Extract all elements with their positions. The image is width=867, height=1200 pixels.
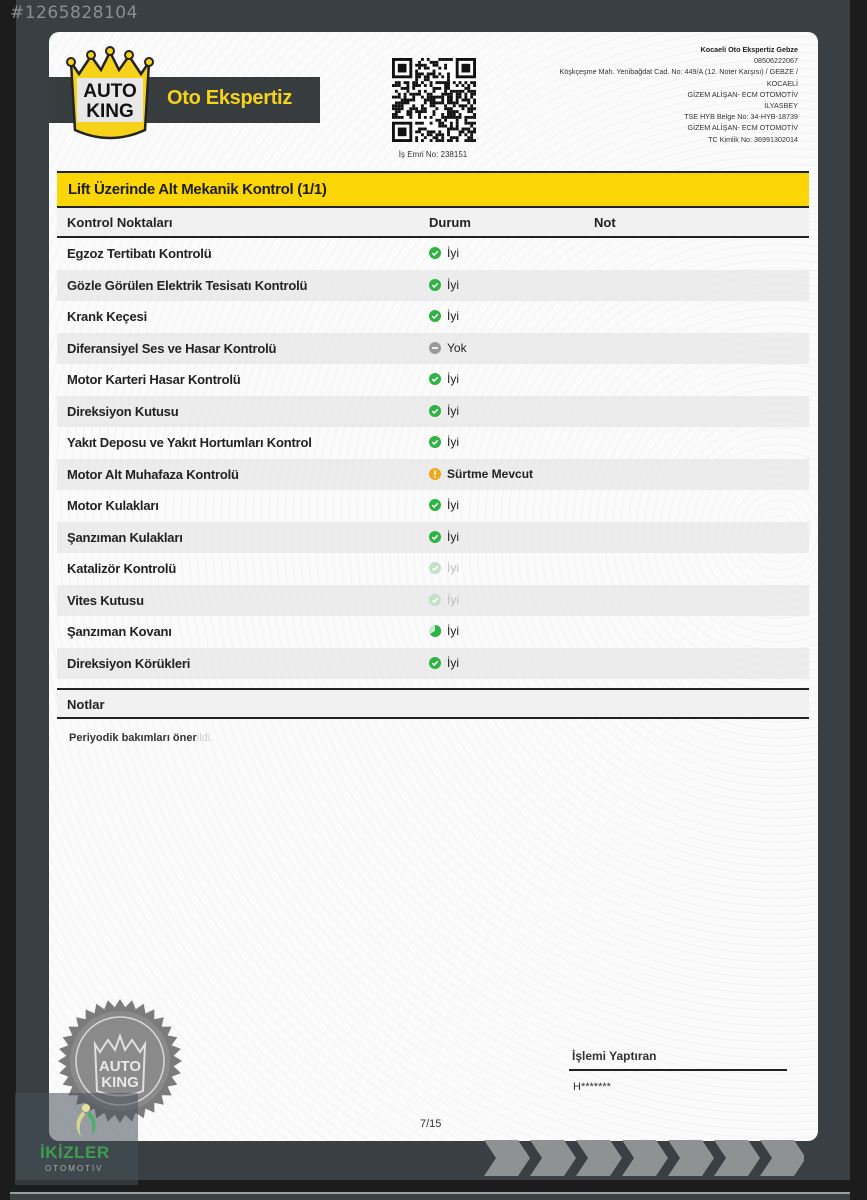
company-owner: GİZEM ALİŞAN- ECM OTOMOTİV xyxy=(687,89,798,99)
company-tse-no: TSE HYB Belge No: 34-HYB-18739 xyxy=(684,112,798,122)
status-text: İyi xyxy=(447,277,459,292)
section-header xyxy=(57,171,809,208)
status-cell xyxy=(429,561,459,575)
status-text: Sürtme Mevcut xyxy=(447,466,534,481)
svg-text:KING: KING xyxy=(86,101,134,122)
table-row xyxy=(57,364,809,396)
status-text: İyi xyxy=(447,498,459,512)
note-text-main: Periyodik bakımları öner xyxy=(69,732,197,744)
status-cell xyxy=(429,246,459,260)
table-row xyxy=(57,238,809,270)
table-row xyxy=(57,490,809,522)
table-row xyxy=(57,522,809,554)
company-address: Köşkçeşme Mah. Yenibağdat Cad. No: 449/A (12. Noter Karşısı) / GEBZE / xyxy=(559,67,798,77)
status-cell xyxy=(429,624,459,638)
check-circle-icon xyxy=(429,310,441,322)
status-cell xyxy=(429,404,459,418)
check-circle-icon xyxy=(429,625,441,637)
control-point-label: Motor Alt Muhafaza Kontrolü xyxy=(67,466,239,482)
chevron-shape xyxy=(576,1140,622,1176)
control-point-label: Diferansiyel Ses ve Hasar Kontrolü xyxy=(67,340,277,356)
qr-code xyxy=(392,58,476,142)
control-point-label: Motor Kulakları xyxy=(67,498,159,513)
image-id-watermark: #1265828104 xyxy=(10,3,138,23)
control-point-label: Katalizör Kontrolü xyxy=(67,561,177,576)
table-row xyxy=(57,553,809,585)
check-circle-icon xyxy=(429,594,441,606)
status-text: İyi xyxy=(447,246,459,260)
status-text: İyi xyxy=(447,309,459,323)
table-row xyxy=(57,616,809,648)
table-row xyxy=(57,270,809,302)
company-owner-2: GİZEM ALİŞAN- ECM OTOMOTİV xyxy=(687,123,798,133)
control-point-label: Yakıt Deposu ve Yakıt Hortumları Kontrol xyxy=(67,435,312,450)
company-tc-no: TC Kimlik No: 36991302014 xyxy=(708,134,798,144)
status-cell xyxy=(429,467,533,481)
column-header-status: Durum xyxy=(429,215,471,230)
status-cell xyxy=(429,593,459,607)
status-text: İyi xyxy=(447,561,459,575)
status-cell xyxy=(429,656,459,670)
status-cell xyxy=(429,498,459,512)
brand-tagline: Oto Ekspertiz xyxy=(167,87,293,109)
notes-header xyxy=(57,688,809,719)
control-point-label: Direksiyon Kutusu xyxy=(67,403,179,419)
status-text: İyi xyxy=(447,403,459,418)
bottom-scroll-edge xyxy=(10,1192,850,1200)
check-circle-icon xyxy=(429,562,441,574)
check-circle-icon xyxy=(429,499,441,511)
check-circle-icon xyxy=(429,405,441,417)
control-point-label: Motor Karteri Hasar Kontrolü xyxy=(67,372,241,387)
warning-circle-icon xyxy=(429,468,441,480)
control-point-label: Krank Keçesi xyxy=(67,309,147,324)
table-row xyxy=(57,459,809,491)
status-text: İyi xyxy=(447,529,459,544)
control-point-label: Şanzıman Kulakları xyxy=(67,529,183,545)
status-cell xyxy=(429,278,459,292)
check-circle-icon xyxy=(429,279,441,291)
control-point-label: Egzoz Tertibatı Kontrolü xyxy=(67,246,212,261)
status-text: İyi xyxy=(447,372,459,386)
chevron-shape xyxy=(530,1140,576,1176)
status-text: Yok xyxy=(447,340,467,355)
check-circle-icon xyxy=(429,436,441,448)
table-row xyxy=(57,333,809,365)
company-district: İLYASBEY xyxy=(764,101,798,111)
control-point-label: Direksiyon Körükleri xyxy=(67,655,191,671)
status-cell xyxy=(429,530,459,544)
dealer-logo-icon xyxy=(71,1103,101,1141)
chevron-shape xyxy=(714,1140,760,1176)
chevron-shape xyxy=(622,1140,668,1176)
column-header-note: Not xyxy=(594,215,616,230)
svg-text:AUTO: AUTO xyxy=(98,1058,142,1075)
status-text: İyi xyxy=(447,624,459,638)
status-cell xyxy=(429,309,459,323)
status-cell xyxy=(429,435,459,449)
minus-circle-icon xyxy=(429,342,441,354)
column-header-control-points: Kontrol Noktaları xyxy=(67,215,173,230)
check-circle-icon xyxy=(429,531,441,543)
company-phone: 08506222067 xyxy=(754,56,798,66)
table-row xyxy=(57,301,809,333)
table-row xyxy=(57,427,809,459)
table-header xyxy=(57,208,809,238)
company-info xyxy=(478,44,798,145)
page-number: 7/15 xyxy=(420,1118,442,1130)
svg-text:KING: KING xyxy=(101,1074,139,1091)
signature-name: H******* xyxy=(573,1081,611,1093)
dealer-name: İKİZLER xyxy=(40,1143,110,1162)
status-text: İyi xyxy=(447,435,459,449)
job-order-number: İş Emri No: 238151 xyxy=(398,150,468,159)
signature-line xyxy=(569,1069,787,1071)
table-row xyxy=(57,648,809,680)
auto-king-logo xyxy=(65,42,155,142)
status-cell xyxy=(429,341,467,355)
control-point-label: Vites Kutusu xyxy=(67,592,144,608)
status-text: İyi xyxy=(447,592,459,607)
check-circle-icon xyxy=(429,247,441,259)
check-circle-icon xyxy=(429,373,441,385)
company-name: Kocaeli Oto Ekspertiz Gebze xyxy=(700,45,798,54)
chevron-arrows-decoration xyxy=(484,1140,804,1176)
chevron-shape xyxy=(484,1140,530,1176)
chevron-shape xyxy=(760,1140,804,1176)
control-point-label: Şanzıman Kovanı xyxy=(67,624,172,639)
dealer-watermark xyxy=(15,1093,138,1185)
status-cell xyxy=(429,372,459,386)
status-text: İyi xyxy=(447,655,459,670)
table-body xyxy=(57,238,809,679)
dealer-subtitle: OTOMOTİV xyxy=(45,1164,104,1173)
table-row xyxy=(57,396,809,428)
notes-title: Notlar xyxy=(67,697,105,712)
report-page xyxy=(49,32,818,1141)
check-circle-icon xyxy=(429,657,441,669)
table-row xyxy=(57,585,809,617)
control-point-label: Gözle Görülen Elektrik Tesisatı Kontrolü xyxy=(67,277,308,293)
svg-text:AUTO: AUTO xyxy=(83,81,137,102)
company-city: KOCAELİ xyxy=(766,78,798,88)
chevron-shape xyxy=(668,1140,714,1176)
section-title: Lift Üzerinde Alt Mekanik Kontrol (1/1) xyxy=(68,181,327,198)
note-text-faded: ildi. xyxy=(196,732,214,744)
signature-label: İşlemi Yaptıran xyxy=(572,1049,657,1063)
note-text xyxy=(69,732,213,744)
